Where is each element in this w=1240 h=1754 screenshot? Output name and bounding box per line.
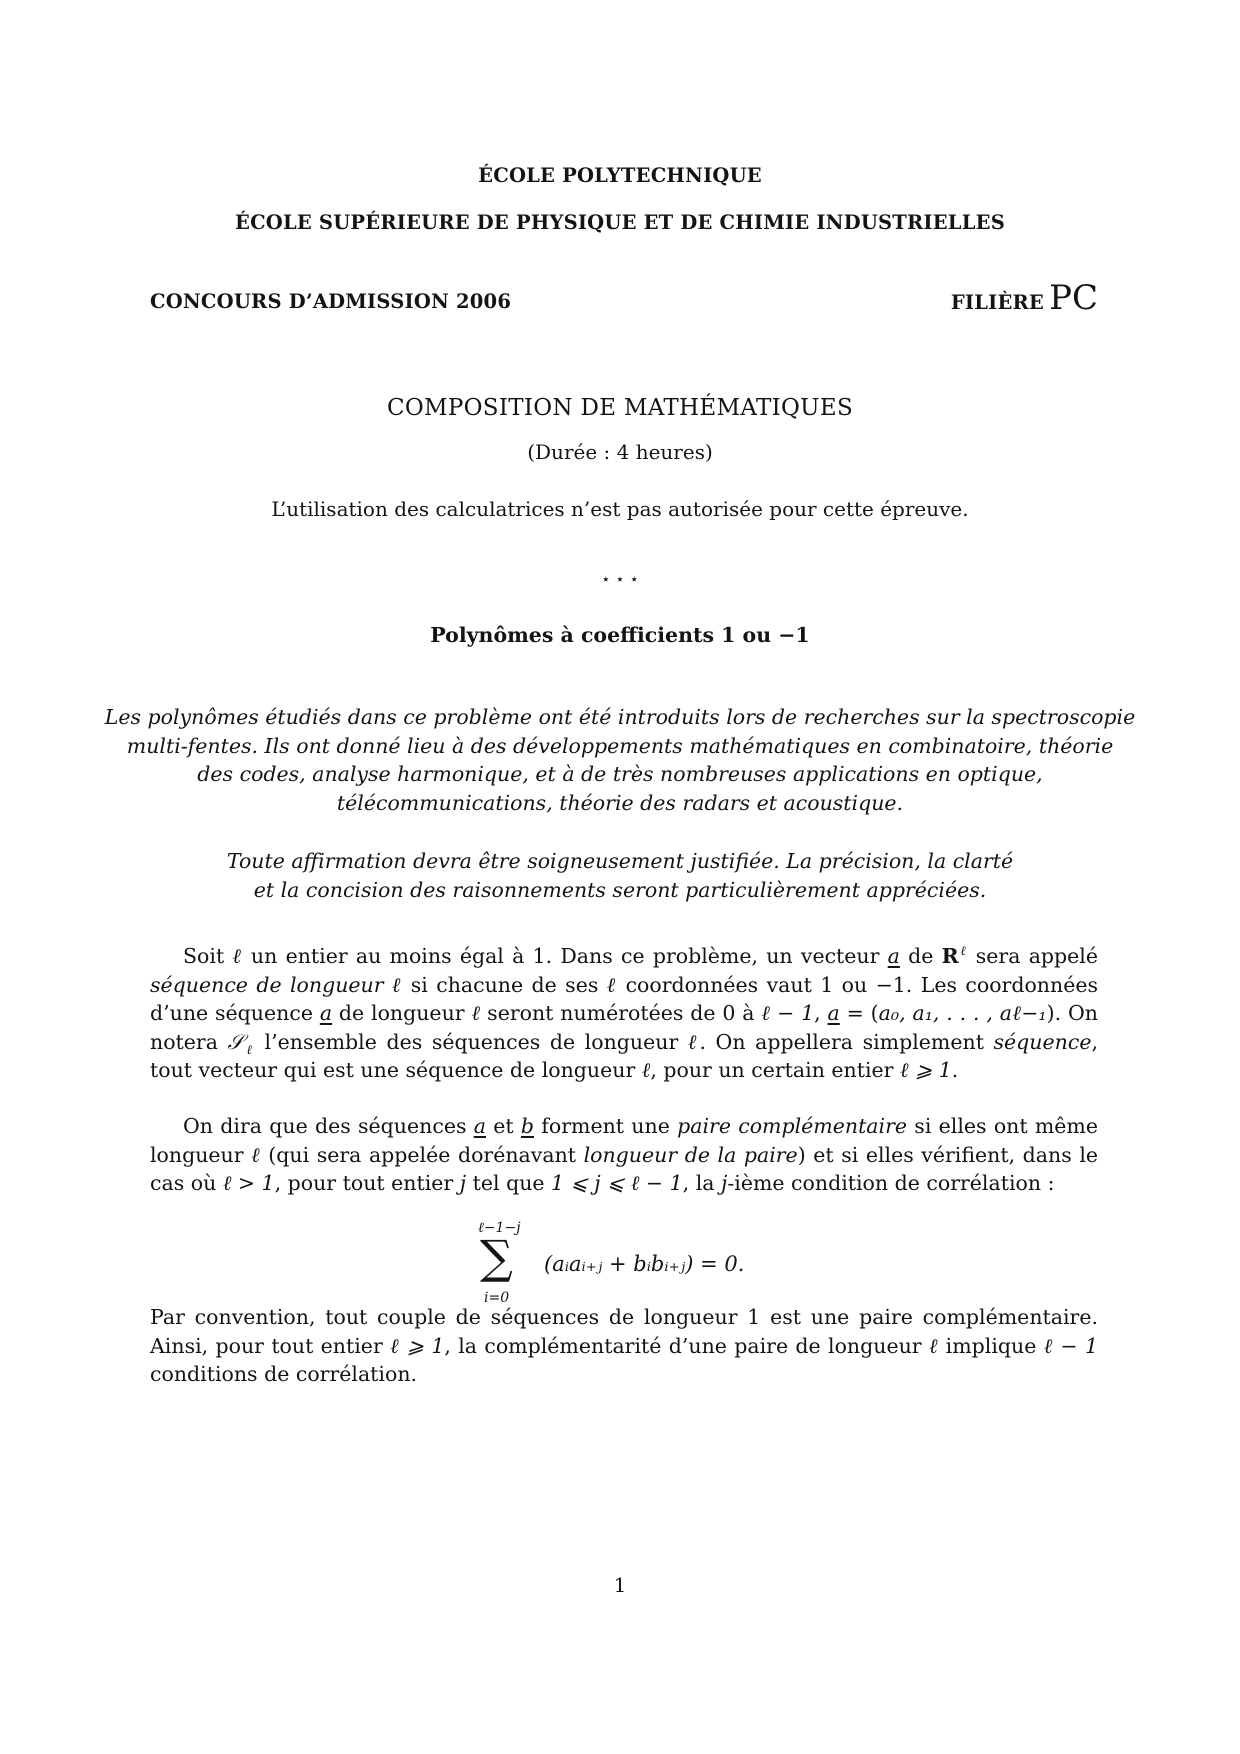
math-symbol: R [941,944,959,968]
math-symbol: j [720,1171,728,1195]
text-run: paire complémentaire [677,1114,908,1138]
text-run: longueur de la paire [583,1142,798,1167]
math-symbol: ℓ [606,972,618,997]
intro-line: des codes, analyse harmonique, et à de très nombreuses applications en optique, [197,762,1043,786]
text-run: -ième condition de corrélation : [727,1171,1055,1195]
math-symbol: a [887,944,900,968]
filiere [951,278,1098,318]
text-run: . On appellera simplement [699,1029,994,1054]
text-run: tel que [466,1171,552,1195]
math-symbol: ℓ ⩾ 1 [900,1058,952,1082]
math-symbol: ℓ [243,1042,255,1058]
text-run: sera appelé [967,944,1098,968]
composition-title: COMPOSITION DE MATHÉMATIQUES [386,395,854,421]
text-run: implique [938,1333,1044,1358]
text-run: de [899,944,942,968]
math-symbol: ℓ [928,1333,939,1358]
definition-paragraph [150,942,1098,1085]
text-run: de longueur [332,1001,472,1025]
subject-title: Polynômes à coefficients 1 ou −1 [430,623,810,647]
math-symbol: ℓ [232,944,243,968]
instruction-line: Toute affirmation devra être soigneusement justifiée. La précision, la clarté [226,849,1014,873]
sum-upper-bound: ℓ−1−j [478,1220,521,1236]
intro-line: Les polynômes étudiés dans ce problème ont été introduits lors de recherches sur la spectroscopie [104,705,1136,729]
text-run: séquence de longueur [150,972,392,997]
math-symbol: ℓ [471,1001,481,1025]
math-symbol: ℓ > 1 [222,1171,275,1195]
math-symbol: a [319,1001,333,1025]
text-run: conditions de corrélation. [150,1362,418,1386]
math-symbol: ℓ [391,972,403,997]
math-symbol: a [827,1001,840,1025]
school-name: ÉCOLE POLYTECHNIQUE [478,164,762,187]
calculator-notice: L’utilisation des calculatrices n’est pas autorisée pour cette épreuve. [271,497,969,521]
text-run: , pour tout entier [274,1171,460,1195]
text-run: , [814,1001,828,1025]
filiere-label: FILIÈRE [950,291,1044,314]
text-run: , tout vecteur qui est une séquence de longueur [150,1029,1098,1082]
text-run: forment une [534,1114,678,1138]
text-run: ) et si elles vérifient, dans le cas où [150,1142,1099,1195]
math-symbol: j [459,1171,467,1195]
text-run: , la [682,1171,721,1195]
text-run: , pour un certain entier [650,1058,900,1082]
math-symbol: ℓ [251,1142,261,1167]
text-run: si chacune de ses [402,972,607,997]
convention-paragraph [150,1303,1098,1389]
intro-paragraph [0,703,1240,817]
text-run: ). On notera [150,1001,1098,1054]
text-run: un entier au moins égal à 1. Dans ce problème, un vecteur [242,944,888,968]
math-symbol: ℓ ⩾ 1 [390,1333,445,1358]
text-run: si elles ont même longueur [150,1114,1099,1167]
math-symbol: b [520,1114,535,1138]
math-symbol: a [473,1114,486,1138]
filiere-code: PC [1049,278,1098,318]
instructions-paragraph [0,847,1240,904]
complementary-pair-paragraph [150,1112,1098,1198]
math-symbol: ℓ [958,944,968,960]
text-run: seront numérotées de 0 à [480,1001,762,1025]
text-run: Par convention, tout couple de séquences de longueur 1 est une paire complémentaire. Ainsi, pour tout entier [150,1305,1098,1358]
text-run: Soit [183,944,233,968]
math-symbol: 1 ⩽ j ⩽ ℓ − 1 [551,1171,683,1195]
text-run: (qui sera appelée dorénavant [260,1142,584,1167]
intro-line: multi-fentes. Ils ont donné lieu à des développements mathématiques en combinatoire, théorie [126,733,1114,758]
text-run: l’ensemble des séquences de longueur [254,1029,688,1054]
school-name-2: ÉCOLE SUPÉRIEURE DE PHYSIQUE ET DE CHIMIE INDUSTRIELLES [235,211,1005,234]
separator-stars: ⋆ ⋆ ⋆ [601,570,639,588]
text-run: = ( [839,1001,879,1025]
text-run: coordonnées vaut 1 ou −1. Les coordonnées d’une séquence [150,972,1098,1025]
sum-lower-bound: i=0 [484,1290,510,1306]
math-symbol: ℓ [641,1058,651,1082]
intro-line: télécommunications, théorie des radars et acoustique. [336,790,904,815]
duration: (Durée : 4 heures) [527,440,713,464]
page-number: 1 [613,1573,627,1597]
math-symbol: ℓ − 1 [761,1001,815,1025]
math-symbol: 𝒮 [227,1029,244,1054]
text-run: séquence [993,1029,1092,1054]
text-run: , la complémentarité d’une paire de longueur [444,1333,929,1358]
text-run: On dira que des séquences [183,1114,474,1138]
math-symbol: a₀, a₁, . . . , aℓ−₁ [878,1001,1047,1025]
concours-label: CONCOURS D’ADMISSION 2006 [150,290,512,313]
text-run: et [485,1114,521,1138]
math-symbol: ℓ [687,1029,700,1054]
text-run: . [951,1058,959,1082]
sum-expression: (aᵢaᵢ₊ⱼ + bᵢbᵢ₊ⱼ) = 0. [544,1252,745,1276]
math-symbol: ℓ − 1 [1043,1333,1098,1358]
sum-symbol: ∑ [480,1230,513,1284]
instruction-line: et la concision des raisonnements seront particulièrement appréciées. [253,877,987,902]
